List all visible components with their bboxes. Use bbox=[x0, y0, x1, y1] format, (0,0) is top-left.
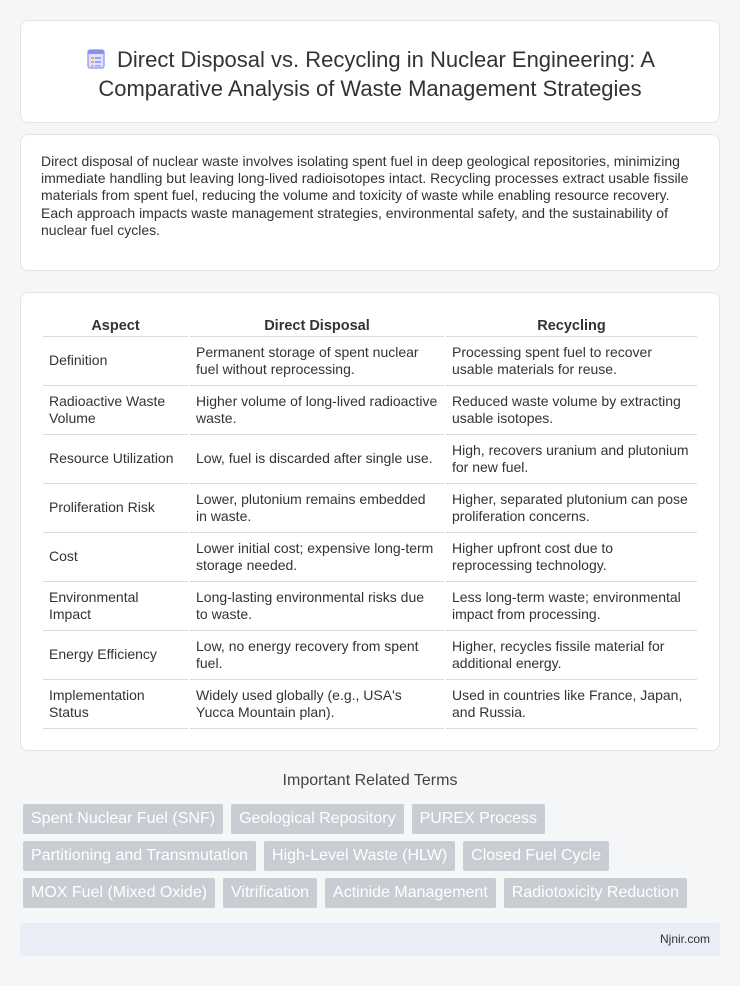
header-aspect: Aspect bbox=[43, 315, 188, 337]
table-row bbox=[43, 680, 697, 729]
direct-disposal-cell: Lower initial cost; expensive long-term storage needed. bbox=[190, 533, 444, 582]
page-title-text: Direct Disposal vs. Recycling in Nuclear Engineering: A Comparative Analysis of Waste Management Strategies bbox=[98, 47, 655, 101]
related-term-tag[interactable]: Vitrification bbox=[223, 878, 317, 908]
recycling-cell: Higher upfront cost due to reprocessing technology. bbox=[446, 533, 697, 582]
recycling-cell: Less long-term waste; environmental impact from processing. bbox=[446, 582, 697, 631]
comparison-card bbox=[20, 292, 720, 751]
related-term-tag[interactable]: Actinide Management bbox=[325, 878, 496, 908]
page-title bbox=[41, 45, 699, 103]
direct-disposal-cell: Higher volume of long-lived radioactive waste. bbox=[190, 386, 444, 435]
table-row bbox=[43, 533, 697, 582]
related-term-tag[interactable]: PUREX Process bbox=[412, 804, 545, 834]
intro-paragraph: Direct disposal of nuclear waste involves isolating spent fuel in deep geological repositories, minimizing immediate handling but leaving long-lived radioisotopes intact. Recycling processes extract usable fissile materials from spent fuel, reducing the volume and toxicity of waste while enabling resource recovery. Each approach impacts waste management strategies, environmental safety, and the sustainability of nuclear fuel cycles. bbox=[41, 153, 689, 238]
title-card bbox=[20, 20, 720, 123]
direct-disposal-cell: Lower, plutonium remains embedded in waste. bbox=[190, 484, 444, 533]
direct-disposal-cell: Permanent storage of spent nuclear fuel without reprocessing. bbox=[190, 337, 444, 386]
table-row bbox=[43, 386, 697, 435]
aspect-cell: Radioactive Waste Volume bbox=[43, 386, 188, 435]
aspect-cell: Energy Efficiency bbox=[43, 631, 188, 680]
aspect-cell: Proliferation Risk bbox=[43, 484, 188, 533]
table-row bbox=[43, 582, 697, 631]
table-row bbox=[43, 631, 697, 680]
table-row bbox=[43, 337, 697, 386]
aspect-cell: Resource Utilization bbox=[43, 435, 188, 484]
aspect-cell: Cost bbox=[43, 533, 188, 582]
aspect-cell: Implementation Status bbox=[43, 680, 188, 729]
table-row bbox=[43, 484, 697, 533]
recycling-cell: Reduced waste volume by extracting usable isotopes. bbox=[446, 386, 697, 435]
document-icon bbox=[85, 48, 107, 70]
comparison-table bbox=[41, 315, 699, 729]
footer-bar bbox=[20, 923, 720, 956]
direct-disposal-cell: Low, no energy recovery from spent fuel. bbox=[190, 631, 444, 680]
related-terms-heading: Important Related Terms bbox=[282, 772, 458, 789]
aspect-cell: Environmental Impact bbox=[43, 582, 188, 631]
table-row bbox=[43, 435, 697, 484]
aspect-cell: Definition bbox=[43, 337, 188, 386]
related-term-tag[interactable]: Partitioning and Transmutation bbox=[23, 841, 256, 871]
recycling-cell: Processing spent fuel to recover usable materials for reuse. bbox=[446, 337, 697, 386]
recycling-cell: Higher, separated plutonium can pose proliferation concerns. bbox=[446, 484, 697, 533]
intro-card bbox=[20, 134, 720, 271]
related-term-tag[interactable]: Geological Repository bbox=[231, 804, 404, 834]
related-terms-list bbox=[23, 804, 713, 908]
related-term-tag[interactable]: High-Level Waste (HLW) bbox=[264, 841, 455, 871]
direct-disposal-cell: Low, fuel is discarded after single use. bbox=[190, 435, 444, 484]
header-recycling: Recycling bbox=[446, 315, 697, 337]
direct-disposal-cell: Long-lasting environmental risks due to waste. bbox=[190, 582, 444, 631]
recycling-cell: Higher, recycles fissile material for additional energy. bbox=[446, 631, 697, 680]
table-header-row bbox=[43, 315, 697, 337]
recycling-cell: High, recovers uranium and plutonium for new fuel. bbox=[446, 435, 697, 484]
header-direct-disposal: Direct Disposal bbox=[190, 315, 444, 337]
recycling-cell: Used in countries like France, Japan, and Russia. bbox=[446, 680, 697, 729]
direct-disposal-cell: Widely used globally (e.g., USA's Yucca Mountain plan). bbox=[190, 680, 444, 729]
related-term-tag[interactable]: MOX Fuel (Mixed Oxide) bbox=[23, 878, 215, 908]
related-term-tag[interactable]: Radiotoxicity Reduction bbox=[504, 878, 687, 908]
related-term-tag[interactable]: Closed Fuel Cycle bbox=[463, 841, 609, 871]
related-term-tag[interactable]: Spent Nuclear Fuel (SNF) bbox=[23, 804, 223, 834]
footer-site-link[interactable]: Njnir.com bbox=[659, 932, 710, 946]
